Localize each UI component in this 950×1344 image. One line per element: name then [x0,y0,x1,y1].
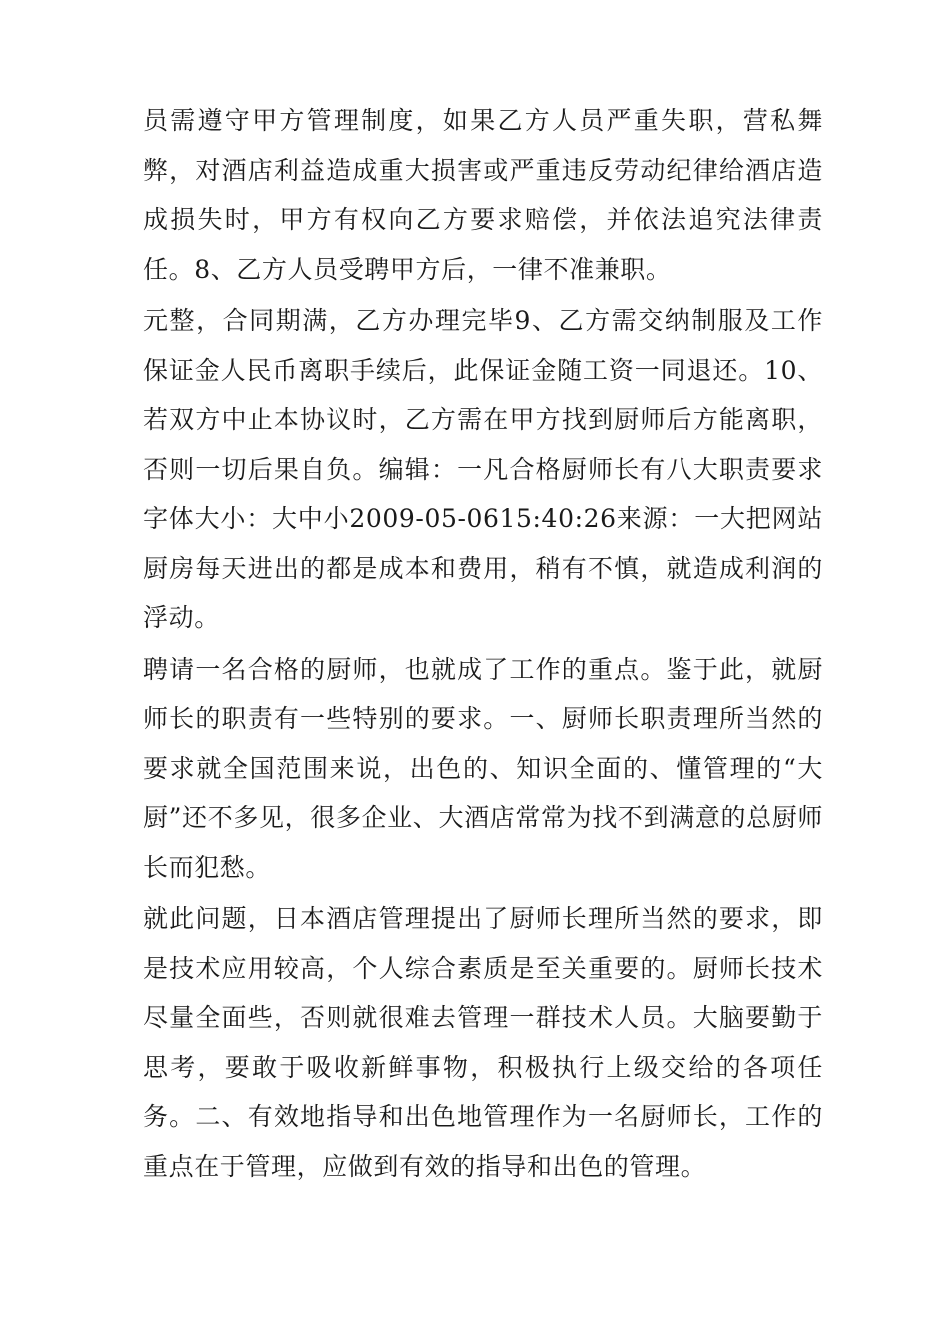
paragraph-2: 元整，合同期满，乙方办理完毕9、乙方需交纳制服及工作保证金人民币离职手续后，此保证金随工资一同退还。10、若双方中止本协议时，乙方需在甲方找到厨师后方能离职，否则一切后果自负。编辑：一凡合格厨师长有八大职责要求字体大小：大中小2009-05-0615:40:26来源：一大把网站厨房每天进出的都是成本和费用，稍有不慎，就造成利润的浮动。 [143,306,823,632]
paragraph-3: 聘请一名合格的厨师，也就成了工作的重点。鉴于此，就厨师长的职责有一些特别的要求。一、厨师长职责理所当然的要求就全国范围来说，出色的、知识全面的、懂管理的“大厨”还不多见，很多企业、大酒店常常为找不到满意的总厨师长而犯愁。 [143,654,823,882]
paragraph-4: 就此问题，日本酒店管理提出了厨师长理所当然的要求，即是技术应用较高，个人综合素质是至关重要的。厨师长技术尽量全面些，否则就很难去管理一群技术人员。大脑要勤于思考，要敢于吸收新鲜事物，积极执行上级交给的各项任务。二、有效地指导和出色地管理作为一名厨师长，工作的重点在于管理，应做到有效的指导和出色的管理。 [143,904,823,1181]
document-body [143,96,823,1191]
paragraph-1: 员需遵守甲方管理制度，如果乙方人员严重失职，营私舞弊，对酒店利益造成重大损害或严重违反劳动纪律给酒店造成损失时，甲方有权向乙方要求赔偿，并依法追究法律责任。8、乙方人员受聘甲方后，一律不准兼职。 [143,106,823,284]
